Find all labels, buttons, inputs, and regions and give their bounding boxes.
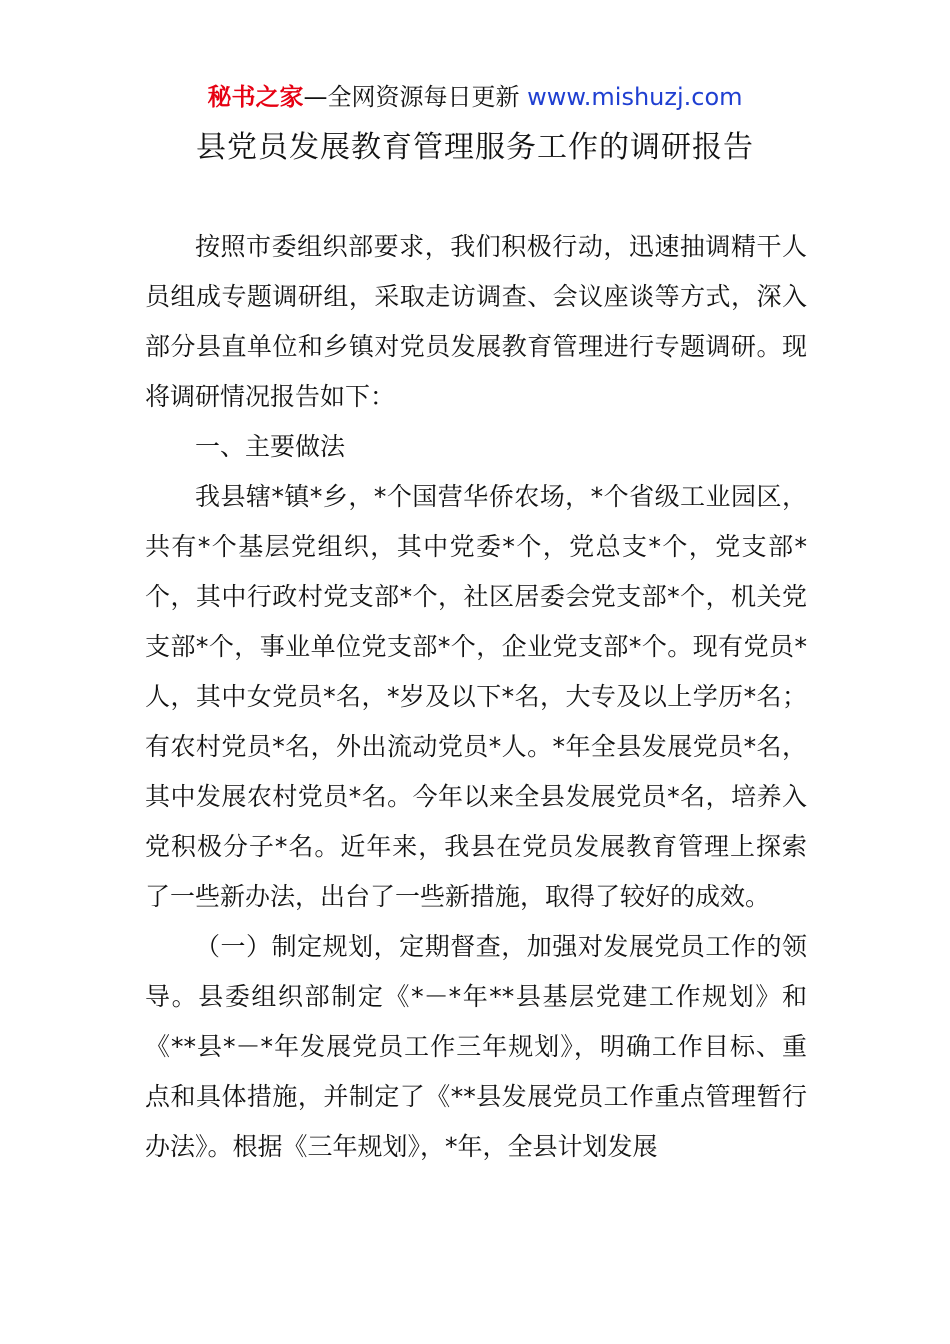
- subsection-paragraph-1: （一）制定规划，定期督查，加强对发展党员工作的领导。县委组织部制定《*－*年**县基层党建工作规划》和《**县*－*年发展党员工作三年规划》，明确工作目标、重点和具体措施，并制定了《**县发展党员工作重点管理暂行办法》。根据《三年规划》，*年，全县计划发展: [145, 932, 807, 1161]
- overview-paragraph: 我县辖*镇*乡，*个国营华侨农场，*个省级工业园区，共有*个基层党组织，其中党委*个，党总支*个，党支部*个，其中行政村党支部*个，社区居委会党支部*个，机关党支部*个，事业单位党支部*个，企业党支部*个。现有党员*人，其中女党员*名，*岁及以下*名，大专及以上学历*名；有农村党员*名，外出流动党员*人。*年全县发展党员*名，其中发展农村党员*名。今年以来全县发展党员*名，培养入党积极分子*名。近年来，我县在党员发展教育管理上探索了一些新办法，出台了一些新措施，取得了较好的成效。: [145, 482, 807, 911]
- document-body: [145, 222, 807, 1172]
- intro-paragraph: 按照市委组织部要求，我们积极行动，迅速抽调精干人员组成专题调研组，采取走访调查、会议座谈等方式，深入部分县直单位和乡镇对党员发展教育管理进行专题调研。现将调研情况报告如下：: [145, 232, 807, 411]
- section-heading-main-practices: 一、主要做法: [195, 432, 346, 461]
- site-url-link[interactable]: www.mishuzj.com: [527, 83, 743, 111]
- document-title: 县党员发展教育管理服务工作的调研报告: [196, 130, 754, 165]
- site-tagline: —全网资源每日更新: [303, 83, 528, 111]
- site-brand: 秘书之家: [207, 83, 304, 111]
- site-header: [0, 80, 950, 114]
